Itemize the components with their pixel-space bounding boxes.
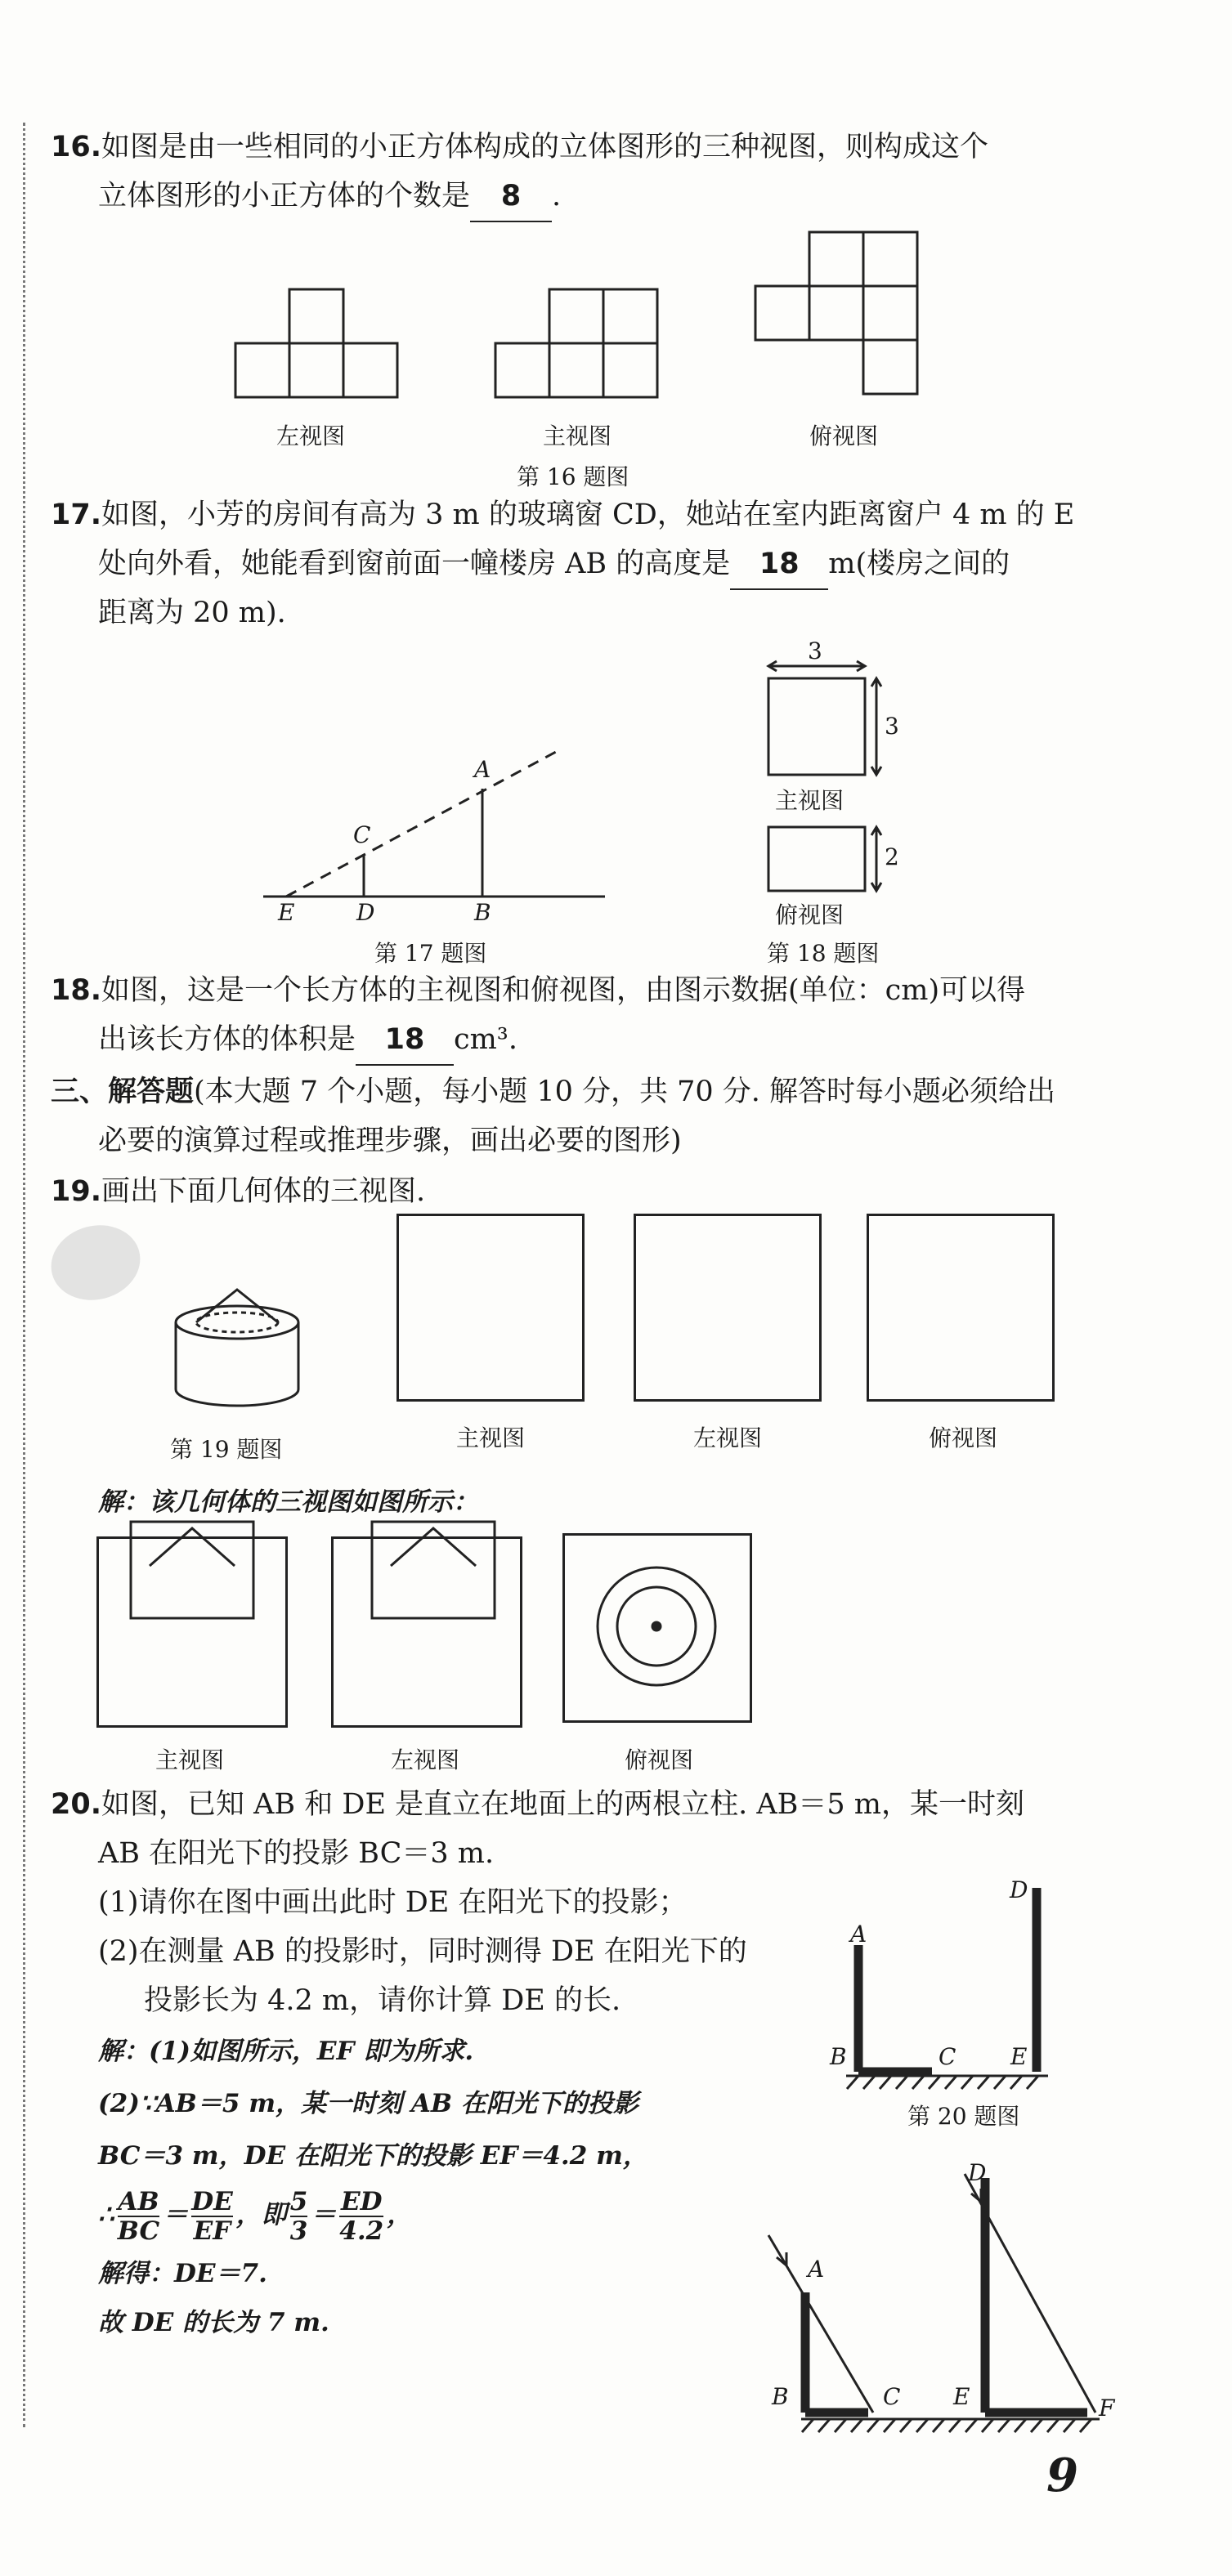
q18-caption-front: 主视图 bbox=[775, 787, 844, 814]
q19-caption-top: 俯视图 bbox=[929, 1424, 998, 1451]
q18-caption-top: 俯视图 bbox=[775, 901, 844, 928]
q17-label-d: D bbox=[356, 899, 375, 926]
q16-line1: 16.如图是由一些相同的小正方体构成的立体图形的三种视图，则构成这个 bbox=[51, 131, 989, 163]
q17-figure bbox=[263, 752, 605, 897]
q20-sol3: ∴ $\frac{AB}{BC}$ ＝ $\frac{DE}{EF}$ ，即 $\frac{5}{3}$ ＝ $\frac{ED}{4.2}$ ， bbox=[98, 2186, 413, 2246]
q18-figure bbox=[768, 661, 881, 891]
q20-sol-label-b: B bbox=[772, 2383, 789, 2410]
frac-de-ef: $\frac{DE}{EF}$ bbox=[191, 2186, 233, 2246]
q18-dim-width: 3 bbox=[808, 637, 822, 664]
q19-prompt: 19.画出下面几何体的三视图. bbox=[51, 1175, 426, 1208]
q20-line2: AB 在阳光下的投影 BC＝3 m. bbox=[98, 1837, 495, 1870]
q19-caption-left: 左视图 bbox=[693, 1424, 763, 1451]
q20-sub2a: (2)在测量 AB 的投影时，同时测得 DE 在阳光下的 bbox=[98, 1935, 747, 1968]
q18-line1: 18.如图，这是一个长方体的主视图和俯视图，由图示数据(单位：cm)可以得 bbox=[51, 974, 1026, 1007]
q17-figure-caption: 第 17 题图 bbox=[374, 940, 487, 967]
frac-ab-bc: $\frac{AB}{BC}$ bbox=[117, 2186, 160, 2246]
q19-figure-caption: 第 19 题图 bbox=[170, 1436, 283, 1463]
q19-solid bbox=[176, 1290, 298, 1406]
q20-label-d: D bbox=[1010, 1876, 1028, 1903]
q19-solution-left-box bbox=[331, 1536, 522, 1728]
q16-line2: 立体图形的小正方体的个数是 8 . bbox=[98, 172, 561, 222]
q19-caption-front: 主视图 bbox=[456, 1424, 526, 1451]
q16-figure-caption: 第 16 题图 bbox=[517, 463, 629, 490]
q20-sol-label-d: D bbox=[968, 2159, 987, 2186]
q16-caption-left: 左视图 bbox=[276, 423, 346, 449]
q19-solution-caption-top: 俯视图 bbox=[625, 1746, 694, 1773]
q20-sol-label-f: F bbox=[1099, 2395, 1115, 2422]
frac-ed-42: $\frac{ED}{4.2}$ bbox=[339, 2186, 384, 2246]
q19-solution-front-box bbox=[96, 1536, 288, 1728]
q20-sub2b: 投影长为 4.2 m，请你计算 DE 的长. bbox=[144, 1984, 621, 2017]
q20-line1: 20.如图，已知 AB 和 DE 是直立在地面上的两根立柱. AB＝5 m，某一时刻 bbox=[51, 1788, 1024, 1821]
page-number: 9 bbox=[1046, 2449, 1078, 2502]
frac-5-3: $\frac{5}{3}$ bbox=[289, 2186, 308, 2246]
q20-label-c: C bbox=[939, 2043, 956, 2070]
q19-solution-top-box bbox=[562, 1533, 752, 1723]
q20-sol-label-a: A bbox=[808, 2256, 825, 2283]
q16-left-view bbox=[235, 289, 397, 397]
q16-front-view bbox=[495, 289, 657, 397]
q20-solution-figure bbox=[768, 2174, 1100, 2432]
q20-sub1: (1)请你在图中画出此时 DE 在阳光下的投影； bbox=[98, 1886, 688, 1919]
q18-figure-caption: 第 18 题图 bbox=[767, 940, 880, 967]
q17-line3: 距离为 20 m). bbox=[98, 597, 286, 629]
q18-answer: 18 bbox=[356, 1015, 454, 1066]
q19-left-answer-box[interactable] bbox=[634, 1214, 822, 1402]
q16-caption-top: 俯视图 bbox=[809, 423, 879, 449]
q20-sol4: 解得：DE＝7. bbox=[98, 2259, 267, 2288]
q20-sol2a: (2)∵AB＝5 m，某一时刻 AB 在阳光下的投影 bbox=[98, 2089, 638, 2118]
q17-answer: 18 bbox=[730, 539, 828, 590]
q20-sol-label-c: C bbox=[883, 2383, 901, 2410]
q19-solution-caption-front: 主视图 bbox=[155, 1746, 225, 1773]
q17-line1: 17.如图，小芳的房间有高为 3 m 的玻璃窗 CD，她站在室内距离窗户 4 m 的 E bbox=[51, 499, 1075, 531]
q20-sol2b: BC＝3 m，DE 在阳光下的投影 EF＝4.2 m， bbox=[98, 2141, 648, 2171]
q16-answer: 8 bbox=[470, 172, 552, 222]
q17-line2: 处向外看，她能看到窗前面一幢楼房 AB 的高度是 18 m(楼房之间的 bbox=[98, 539, 1010, 590]
q20-label-e: E bbox=[1010, 2043, 1028, 2070]
q18-dim-height: 3 bbox=[885, 713, 899, 740]
q20-sol5: 故 DE 的长为 7 m. bbox=[98, 2308, 329, 2337]
q20-label-a: A bbox=[850, 1921, 867, 1948]
q16-top-view bbox=[755, 232, 917, 394]
q18-line2: 出该长方体的体积是 18 cm³. bbox=[98, 1015, 517, 1066]
q17-label-c: C bbox=[353, 821, 371, 848]
q19-solution-text: 解：该几何体的三视图如图所示： bbox=[98, 1487, 478, 1517]
q20-sol1: 解：(1)如图所示，EF 即为所求. bbox=[98, 2037, 474, 2066]
q20-figure-caption: 第 20 题图 bbox=[907, 2103, 1020, 2130]
q17-label-a: A bbox=[474, 756, 491, 783]
q17-label-b: B bbox=[474, 899, 491, 926]
q17-label-e: E bbox=[278, 899, 295, 926]
section3-desc2: 必要的演算过程或推理步骤，画出必要的图形) bbox=[98, 1125, 682, 1157]
q20-sol-label-e: E bbox=[953, 2383, 970, 2410]
q19-solution-caption-left: 左视图 bbox=[391, 1746, 460, 1773]
q16-caption-front: 主视图 bbox=[543, 423, 612, 449]
q19-top-answer-box[interactable] bbox=[867, 1214, 1055, 1402]
q20-label-b: B bbox=[830, 2043, 847, 2070]
q18-dim-depth: 2 bbox=[885, 843, 899, 870]
section3-header: 三、解答题(本大题 7 个小题，每小题 10 分，共 70 分. 解答时每小题必须给出 bbox=[51, 1075, 1056, 1108]
q19-front-answer-box[interactable] bbox=[396, 1214, 585, 1402]
